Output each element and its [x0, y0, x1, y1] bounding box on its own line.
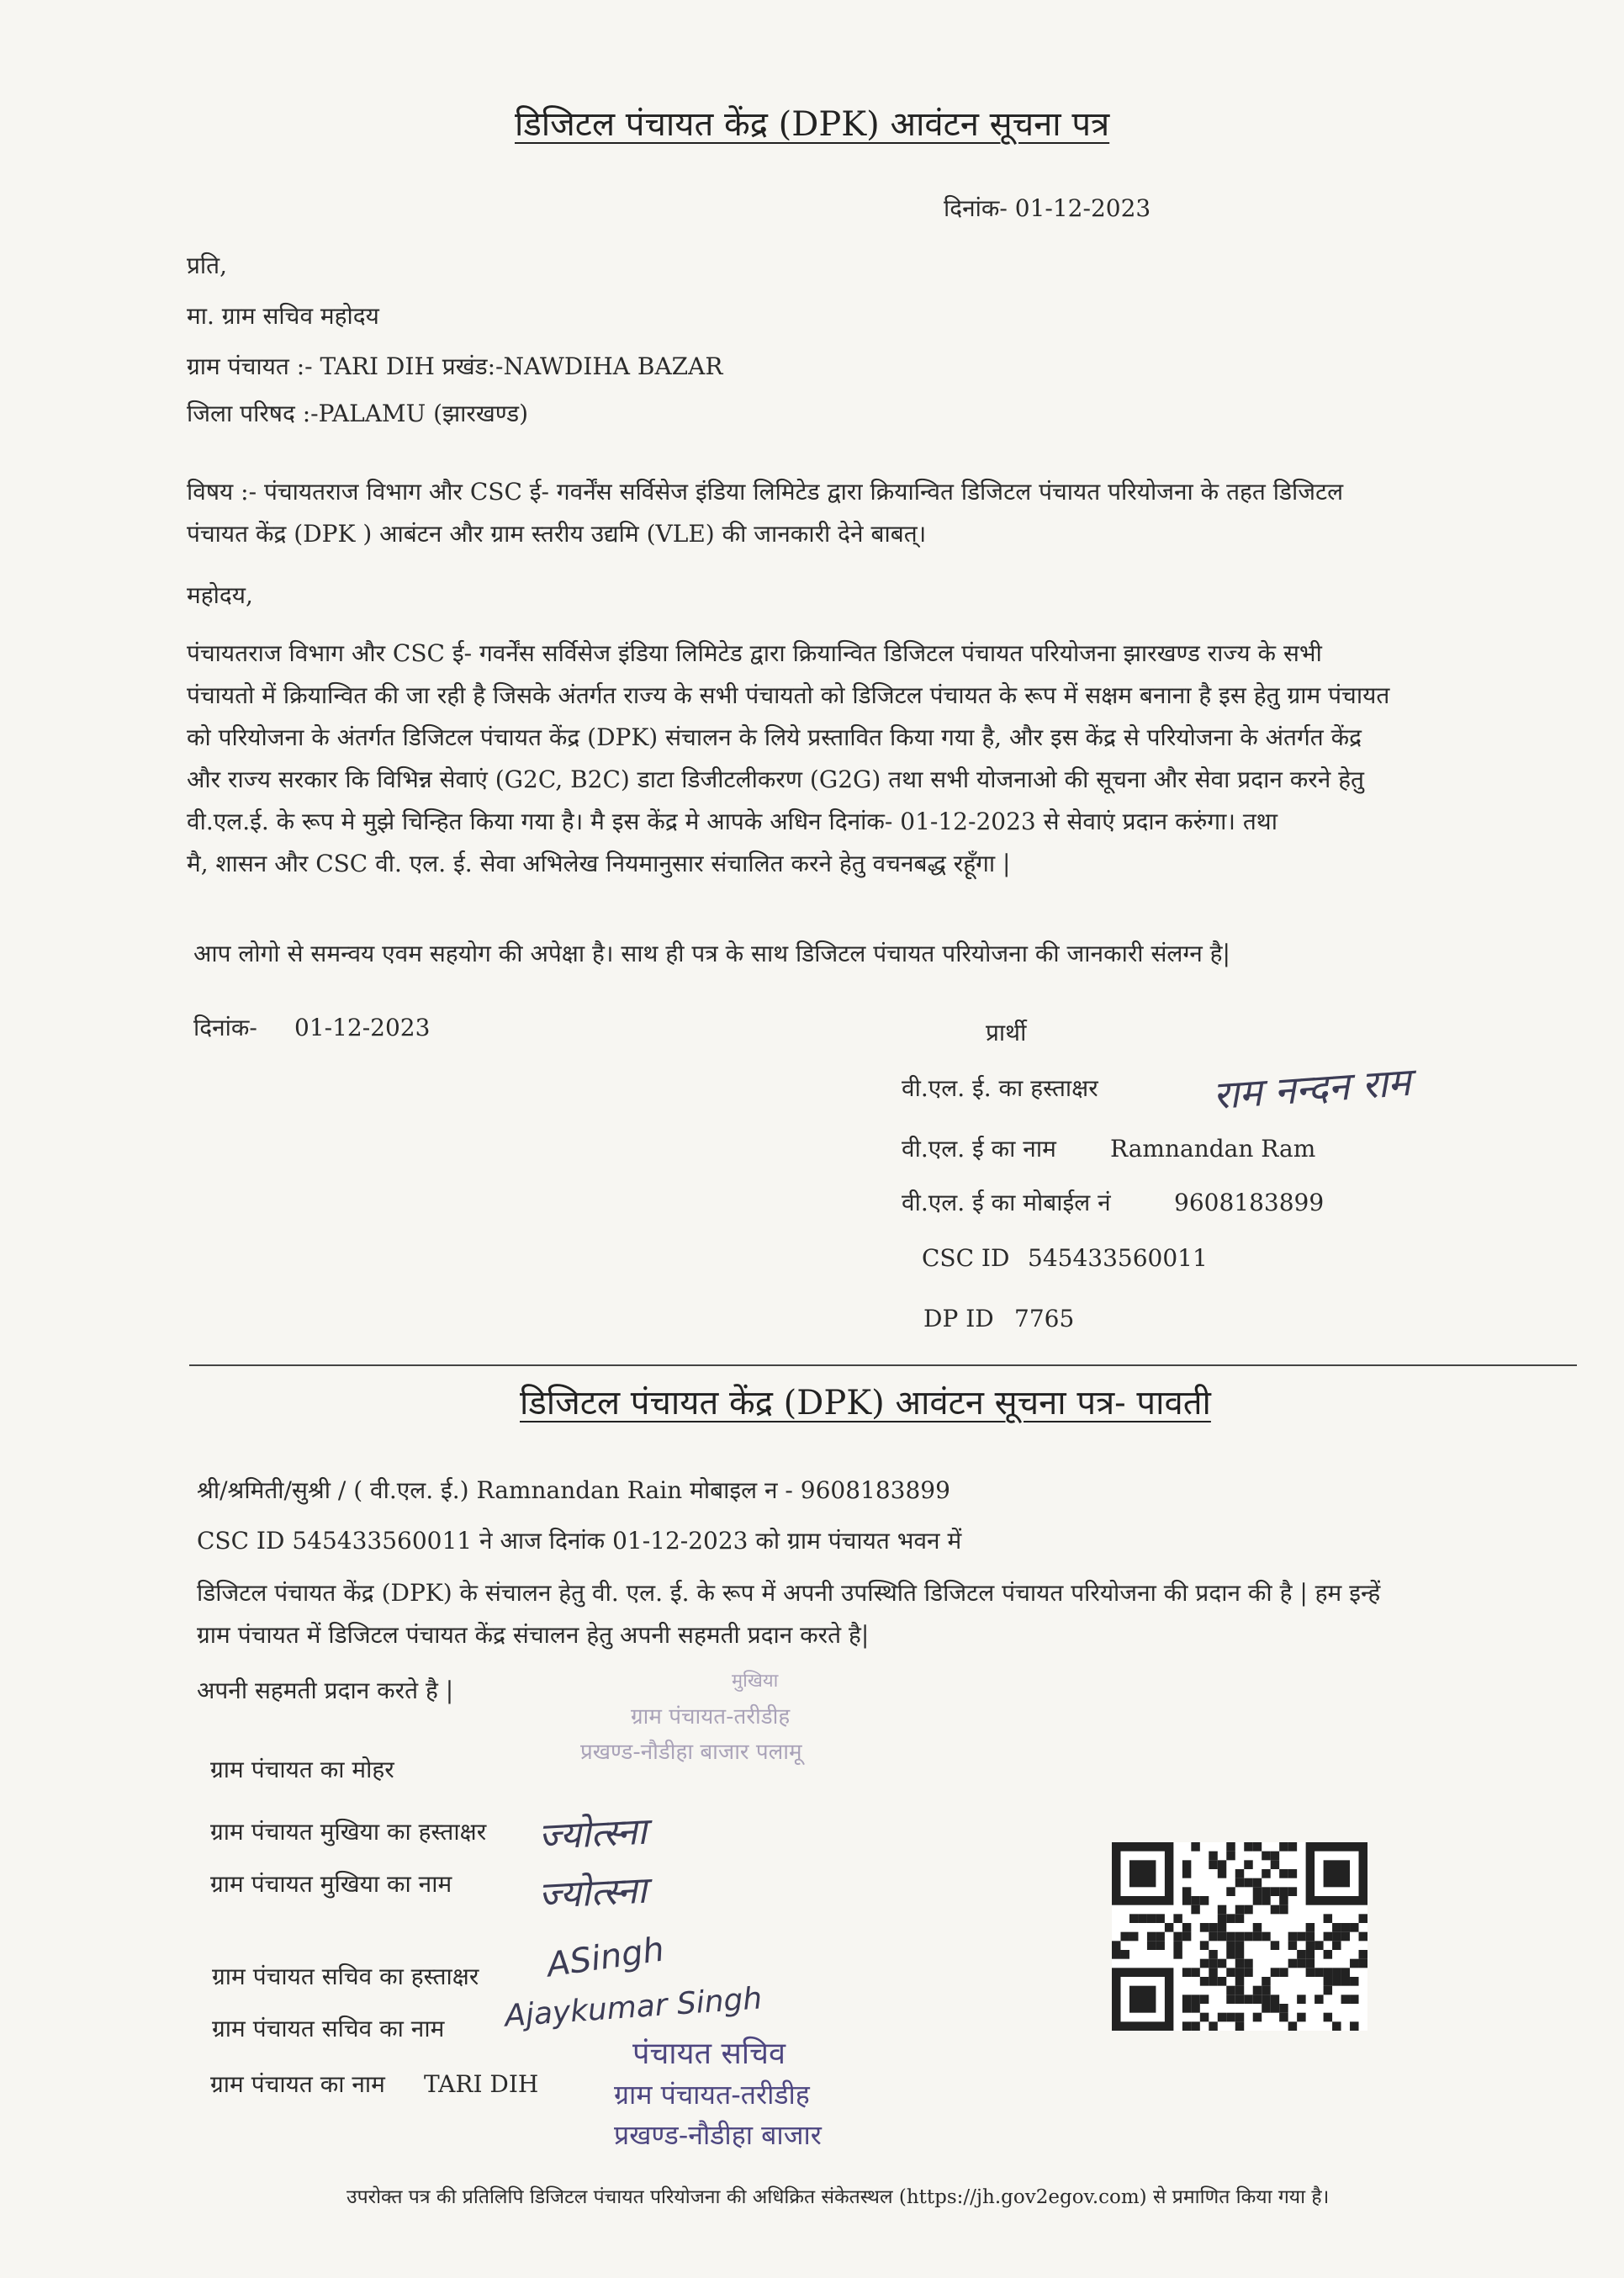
qr-module [1191, 2004, 1199, 2013]
qr-module [1332, 2021, 1341, 2031]
seal-label: ग्राम पंचायत का मोहर [210, 1756, 394, 1783]
qr-module [1341, 1977, 1350, 1986]
qr-finder [1324, 1860, 1350, 1887]
subject-block [187, 471, 1343, 555]
qr-module [1288, 1842, 1297, 1852]
qr-module [1235, 1878, 1244, 1888]
csc-id-label: CSC ID [922, 1244, 1010, 1272]
qr-module [1235, 1995, 1244, 2004]
qr-module [1182, 1887, 1191, 1896]
qr-module [1253, 1878, 1262, 1888]
qr-module [1262, 1852, 1270, 1861]
notice-date: दिनांक- 01-12-2023 [944, 194, 1151, 222]
qr-module [1235, 1941, 1244, 1950]
qr-module [1235, 1950, 1244, 1959]
sachiv-sign-label: ग्राम पंचायत सचिव का हस्ताक्षर [212, 1963, 479, 1990]
qr-module [1182, 1860, 1191, 1869]
body-line-6: मै, शासन और CSC वी. एल. ई. सेवा अभिलेख नियमानुसार संचालित करने हेतु वचनबद्ध रहूँगा | [187, 850, 1011, 877]
qr-module [1218, 1932, 1226, 1942]
qr-module [1279, 2004, 1288, 2013]
qr-module [1112, 1950, 1120, 1959]
receipt-line-3: डिजिटल पंचायत केंद्र (DPK) के संचालन हेतु वी. एल. ई. के रूप में अपनी उपस्थिति डिजिटल पंचायत परियोजना की प्रदान की है | हम इन्हें [197, 1579, 1381, 1607]
qr-module [1271, 2004, 1279, 2013]
qr-module [1209, 1959, 1217, 1968]
qr-module [1262, 1986, 1270, 1995]
qr-module [1112, 1941, 1120, 1950]
qr-module [1359, 1932, 1367, 1942]
subject-line-1: विषय :- पंचायतराज विभाग और CSC ई- गवर्नेंस सर्विसेज इंडिया लिमिटेड द्वारा क्रियान्वित डिजिटल पंचायत परियोजना के तहत डिजिटल [187, 478, 1344, 506]
qr-module [1253, 1887, 1262, 1896]
qr-module [1350, 1995, 1358, 2004]
qr-module [1235, 1905, 1244, 1915]
qr-module [1156, 1932, 1164, 1942]
qr-module [1341, 1923, 1350, 1932]
qr-module [1253, 1995, 1262, 2004]
date-bottom-value: 01-12-2023 [294, 1014, 431, 1041]
stamp-line-3: प्रखण्ड-नौडीहा बाजार [614, 2119, 822, 2151]
qr-module [1209, 1932, 1217, 1942]
body-paragraph [187, 633, 1389, 885]
qr-module [1253, 2013, 1262, 2022]
qr-module [1200, 1923, 1209, 1932]
seal-line-1: मुखिया [732, 1671, 779, 1692]
vle-signature-label: वी.एल. ई. का हस्ताक्षर [902, 1074, 1098, 1102]
qr-module [1200, 1941, 1209, 1950]
dp-id: 7765 [1014, 1305, 1075, 1332]
qr-module [1341, 1995, 1350, 2004]
qr-module [1315, 1941, 1323, 1950]
qr-module [1200, 1896, 1209, 1905]
qr-code [1112, 1842, 1367, 2031]
qr-module [1235, 1959, 1244, 1968]
qr-module [1271, 1860, 1279, 1869]
vle-name-label: वी.एल. ई का नाम [902, 1135, 1056, 1163]
qr-module [1262, 2004, 1270, 2013]
qr-module [1191, 1842, 1199, 1852]
qr-module [1253, 1923, 1262, 1932]
qr-module [1332, 1968, 1341, 1977]
qr-finder [1129, 1986, 1156, 2013]
qr-module [1324, 1977, 1332, 1986]
qr-module [1156, 1914, 1164, 1923]
qr-module [1147, 1941, 1156, 1950]
qr-module [1226, 1986, 1235, 1995]
qr-module [1306, 1959, 1315, 1968]
qr-module [1297, 2013, 1305, 2022]
qr-module [1306, 1941, 1315, 1950]
qr-module [1297, 1959, 1305, 1968]
qr-module [1182, 1896, 1191, 1905]
qr-finder [1129, 1860, 1156, 1887]
qr-module [1271, 1887, 1279, 1896]
vle-name: Ramnandan Ram [1110, 1135, 1316, 1163]
qr-module [1288, 2021, 1297, 2031]
qr-module [1165, 1923, 1173, 1932]
qr-module [1226, 1932, 1235, 1942]
qr-module [1271, 1941, 1279, 1950]
qr-module [1173, 1950, 1182, 1959]
qr-module [1235, 1977, 1244, 1986]
qr-module [1306, 1950, 1315, 1959]
qr-module [1235, 1914, 1244, 1923]
seal-line-3: प्रखण्ड-नौडीहा बाजार पलामू [580, 1740, 802, 1765]
body-line-4: और राज्य सरकार कि विभिन्न सेवाएं (G2C, B2C) डाटा डिजीटलीकरण (G2G) तथा सभी योजनाओ की सूचना और सेवा प्रदान करने हेतु [187, 766, 1365, 793]
qr-module [1253, 1986, 1262, 1995]
qr-module [1200, 1959, 1209, 1968]
qr-module [1218, 1959, 1226, 1968]
qr-module [1129, 1932, 1138, 1942]
sachiv-stamp [614, 2034, 822, 2155]
qr-module [1244, 1932, 1252, 1942]
qr-module [1262, 1869, 1270, 1878]
footer-note: उपरोक्त पत्र की प्रतिलिपि डिजिटल पंचायत परियोजना की अधिक्रित संकेतस्थल (https://jh.gov2egov.com) से प्रमाणित किया गया है। [346, 2186, 1330, 2208]
qr-module [1315, 1995, 1323, 2004]
qr-module [1253, 1932, 1262, 1942]
qr-module [1359, 1959, 1367, 1968]
dp-id-label: DP ID [923, 1305, 994, 1332]
stamp-line-1: पंचायत सचिव [632, 2037, 786, 2071]
body-line-2: पंचायतो में क्रियान्वित की जा रही है जिसके अंतर्गत राज्य के सभी पंचायतो को डिजिटल पंचायत के रूप में सक्षम बनाना है इस हेतु ग्राम पंचायत [187, 681, 1390, 709]
receipt-line-5: अपनी सहमती प्रदान करते है | [197, 1677, 454, 1704]
qr-module [1191, 1968, 1199, 1977]
qr-module [1182, 2021, 1191, 2031]
receipt-line-2: CSC ID 545433560011 ने आज दिनांक 01-12-2023 को ग्राम पंचायत भवन में [197, 1527, 962, 1555]
body-line-5: वी.एल.ई. के रूप मे मुझे चिन्हित किया गया है। मै इस केंद्र मे आपके अधिन दिनांक- 01-12-2023 से सेवाएं प्रदान करुंगा। तथा [187, 808, 1278, 835]
mukhiya-signature: ज्योत्स्ना [537, 1809, 648, 1859]
qr-module [1324, 1950, 1332, 1959]
qr-module [1324, 1986, 1332, 1995]
qr-module [1279, 1842, 1288, 1852]
panchayat-line: ग्राम पंचायत :- TARI DIH प्रखंड:-NAWDIHA BAZAR [187, 352, 723, 380]
qr-module [1350, 2021, 1358, 2031]
qr-module [1244, 1842, 1252, 1852]
csc-id: 545433560011 [1028, 1244, 1208, 1272]
panchayat-seal [580, 1664, 802, 1770]
qr-module [1182, 1923, 1191, 1932]
qr-module [1359, 1950, 1367, 1959]
qr-module [1218, 2013, 1226, 2022]
qr-module [1182, 1995, 1191, 2004]
qr-module [1218, 1869, 1226, 1878]
qr-module [1244, 1959, 1252, 1968]
qr-module [1209, 1977, 1217, 1986]
qr-module [1235, 1986, 1244, 1995]
qr-module [1306, 1968, 1315, 1977]
qr-module [1120, 1932, 1129, 1942]
qr-module [1306, 1923, 1315, 1932]
qr-module [1191, 2021, 1199, 2031]
qr-module [1191, 1896, 1199, 1905]
qr-module [1235, 2021, 1244, 2031]
qr-module [1279, 1896, 1288, 1905]
qr-module [1209, 1860, 1217, 1869]
qr-module [1332, 1923, 1341, 1932]
qr-module [1200, 1977, 1209, 1986]
qr-module [1350, 1977, 1358, 1986]
qr-module [1209, 2021, 1217, 2031]
qr-module [1271, 1995, 1279, 2004]
qr-module [1297, 1932, 1305, 1942]
qr-module [1279, 1905, 1288, 1915]
subject-line-2: पंचायत केंद्र (DPK ) आबंटन और ग्राम स्तरीय उद्यमि (VLE) की जानकारी देने बाबत्। [187, 520, 927, 548]
section-divider [189, 1364, 1577, 1366]
vle-mobile: 9608183899 [1174, 1189, 1325, 1216]
qr-module [1279, 1869, 1288, 1878]
qr-module [1226, 1914, 1235, 1923]
qr-module [1359, 1914, 1367, 1923]
sachiv-name-hand: Ajaykumar Singh [503, 1981, 764, 2034]
qr-module [1129, 1914, 1138, 1923]
qr-module [1235, 2013, 1244, 2022]
qr-module [1297, 1950, 1305, 1959]
qr-module [1200, 2013, 1209, 2022]
body-line-1: पंचायतराज विभाग और CSC ई- गवर्नेंस सर्विसेज इंडिया लिमिटेड द्वारा क्रियान्वित डिजिटल पंचायत परियोजना झारखण्ड राज्य के सभी [187, 639, 1322, 667]
applicant-label: प्रार्थी [986, 1019, 1027, 1046]
qr-module [1262, 1896, 1270, 1905]
qr-module [1209, 1852, 1217, 1861]
qr-module [1262, 1995, 1270, 2004]
qr-module [1226, 1950, 1235, 1959]
qr-module [1235, 1932, 1244, 1942]
qr-module [1226, 1852, 1235, 1861]
qr-module [1120, 1950, 1129, 1959]
qr-module [1182, 1932, 1191, 1942]
qr-module [1324, 1914, 1332, 1923]
qr-module [1235, 1869, 1244, 1878]
date-bottom-label: दिनांक- [193, 1014, 257, 1041]
cooperation-line: आप लोगो से समन्वय एवम सहयोग की अपेक्षा है। साथ ही पत्र के साथ डिजिटल पंचायत परियोजना की जानकारी संलग्न है| [193, 940, 1230, 967]
mukhiya-name-label: ग्राम पंचायत मुखिया का नाम [210, 1870, 452, 1898]
panchayat-name: TARI DIH [424, 2070, 539, 2098]
qr-module [1279, 1968, 1288, 1977]
qr-module [1147, 1932, 1156, 1942]
qr-module [1262, 1977, 1270, 1986]
qr-module [1226, 1941, 1235, 1950]
qr-module [1218, 1977, 1226, 1986]
receipt-title: डिजिटल पंचायत केंद्र (DPK) आवंटन सूचना पत्र- पावती [520, 1384, 1211, 1422]
qr-module [1341, 1932, 1350, 1942]
qr-module [1244, 1905, 1252, 1915]
qr-module [1253, 1842, 1262, 1852]
sachiv-signature: ASingh [544, 1930, 667, 1985]
qr-module [1315, 1968, 1323, 1977]
qr-module [1341, 1968, 1350, 1977]
qr-module [1288, 1941, 1297, 1950]
qr-module [1332, 1977, 1341, 1986]
qr-module [1279, 2013, 1288, 2022]
qr-module [1244, 1860, 1252, 1869]
qr-module [1182, 1968, 1191, 1977]
qr-module [1226, 1995, 1235, 2004]
qr-module [1324, 1932, 1332, 1942]
qr-module [1226, 1968, 1235, 1977]
qr-module [1244, 1878, 1252, 1888]
qr-module [1324, 2013, 1332, 2022]
qr-module [1173, 1914, 1182, 1923]
qr-module [1226, 1842, 1235, 1852]
qr-module [1244, 1968, 1252, 1977]
qr-module [1218, 1860, 1226, 1869]
receipt-line-1: श्री/श्रमिती/सुश्री / ( वी.एल. ई.) Ramnandan Rain मोबाइल न - 9608183899 [197, 1476, 950, 1504]
salutation: महोदय, [187, 581, 253, 609]
district-line: जिला परिषद :-PALAMU (झारखण्ड) [187, 400, 528, 427]
qr-module [1306, 1932, 1315, 1942]
qr-module [1209, 1923, 1217, 1932]
qr-module [1350, 1923, 1358, 1932]
qr-module [1218, 1905, 1226, 1915]
qr-module [1191, 1995, 1199, 2004]
qr-module [1332, 1941, 1341, 1950]
qr-module [1253, 1896, 1262, 1905]
qr-module [1350, 1959, 1358, 1968]
sachiv-name-label: ग्राम पंचायत सचिव का नाम [212, 2015, 445, 2042]
qr-module [1332, 1932, 1341, 1942]
qr-module [1324, 1968, 1332, 1977]
qr-module [1200, 1995, 1209, 2004]
qr-module [1297, 1995, 1305, 2004]
notice-title: डिजिटल पंचायत केंद्र (DPK) आवंटन सूचना पत्र [515, 105, 1110, 144]
vle-signature: राम नन्दन राम [1211, 1058, 1413, 1119]
qr-module [1147, 1914, 1156, 1923]
to-line: प्रति, [187, 252, 228, 279]
panchayat-name-label: ग्राम पंचायत का नाम [210, 2070, 385, 2098]
qr-module [1218, 1923, 1226, 1932]
seal-line-2: ग्राम पंचायत-तरीडीह [631, 1704, 791, 1730]
qr-module [1182, 1869, 1191, 1878]
qr-module [1138, 1914, 1146, 1923]
qr-module [1191, 1905, 1199, 1915]
qr-module [1288, 1887, 1297, 1896]
qr-module [1288, 1932, 1297, 1942]
qr-module [1262, 1887, 1270, 1896]
stamp-line-2: ग्राम पंचायत-तरीडीह [614, 2079, 810, 2111]
qr-module [1226, 1887, 1235, 1896]
qr-module [1244, 1995, 1252, 2004]
qr-module [1279, 1887, 1288, 1896]
qr-module [1182, 2004, 1191, 2013]
qr-module [1173, 1932, 1182, 1942]
qr-module [1209, 1968, 1217, 1977]
body-line-3: को परियोजना के अंतर्गत डिजिटल पंचायत केंद्र (DPK) संचालन के लिये प्रस्तावित किया गया है, और इस केंद्र से परियोजना के अंतर्गत केंद्र [187, 723, 1362, 751]
mukhiya-name-hand: ज्योत्स्ना [537, 1868, 648, 1918]
qr-module [1156, 1941, 1164, 1950]
qr-module [1271, 1905, 1279, 1915]
qr-module [1262, 1932, 1270, 1942]
addressee: मा. ग्राम सचिव महोदय [187, 302, 379, 330]
qr-module [1288, 1869, 1297, 1878]
qr-module [1235, 1968, 1244, 1977]
qr-module [1271, 1852, 1279, 1861]
qr-module [1271, 1968, 1279, 1977]
receipt-line-4: ग्राम पंचायत में डिजिटल पंचायत केंद्र संचालन हेतु अपनी सहमती प्रदान करते है| [197, 1621, 870, 1649]
qr-module [1173, 1941, 1182, 1950]
qr-module [1209, 1950, 1217, 1959]
qr-module [1226, 2013, 1235, 2022]
vle-mobile-label: वी.एल. ई का मोबाईल नं [902, 1189, 1111, 1216]
qr-module [1218, 1914, 1226, 1923]
qr-module [1288, 1959, 1297, 1968]
mukhiya-sign-label: ग्राम पंचायत मुखिया का हस्ताक्षर [210, 1818, 487, 1846]
